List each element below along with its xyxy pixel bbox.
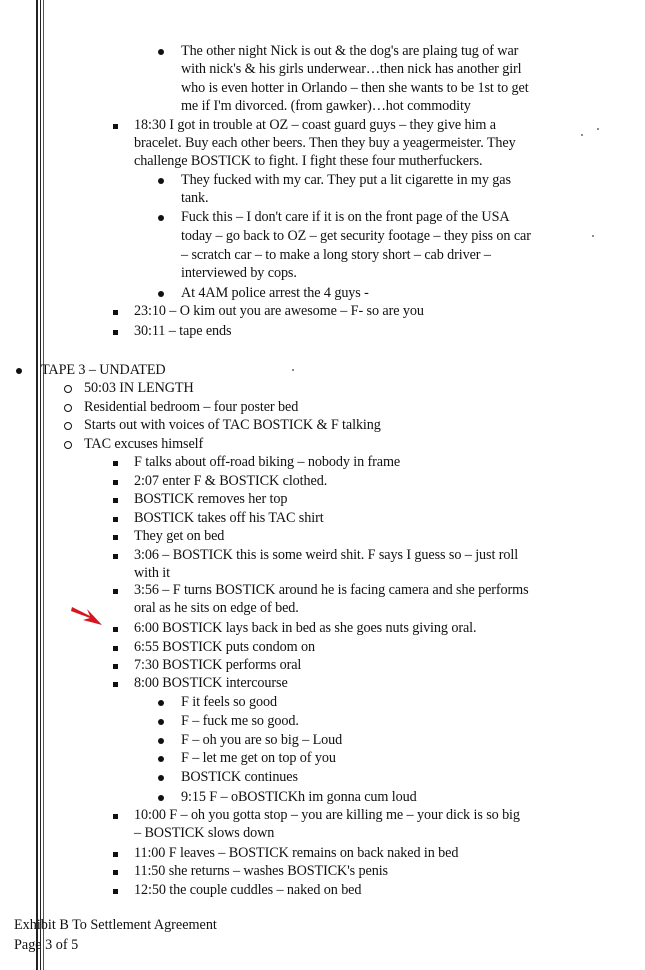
bullet-icon — [158, 291, 164, 297]
document-line: 50:03 IN LENGTH — [84, 380, 194, 396]
square-bullet-icon — [113, 480, 118, 485]
square-bullet-icon — [113, 646, 118, 651]
document-line: BOSTICK takes off his TAC shirt — [134, 510, 324, 526]
document-line: tank. — [181, 190, 209, 206]
footer-page-number: Page 3 of 5 — [14, 937, 79, 953]
circle-bullet-icon — [64, 385, 72, 393]
document-line: 30:11 – tape ends — [134, 323, 232, 339]
square-bullet-icon — [113, 124, 118, 129]
document-line: 6:00 BOSTICK lays back in bed as she goes nuts giving oral. — [134, 620, 477, 636]
document-line: 18:30 I got in trouble at OZ – coast guard guys – they give him a — [134, 117, 496, 133]
square-bullet-icon — [113, 554, 118, 559]
square-bullet-icon — [113, 461, 118, 466]
document-line: 9:15 F – oBOSTICKh im gonna cum loud — [181, 789, 417, 805]
square-bullet-icon — [113, 330, 118, 335]
document-line: BOSTICK removes her top — [134, 491, 288, 507]
document-line: TAC excuses himself — [84, 436, 204, 452]
document-line: F – oh you are so big – Loud — [181, 732, 343, 748]
footer-exhibit: Exhibit B To Settlement Agreement — [14, 917, 217, 933]
bullet-icon — [158, 719, 164, 725]
document-line: 3:56 – F turns BOSTICK around he is facing camera and she performs — [134, 582, 529, 598]
document-line: me if I'm divorced. (from gawker)…hot commodity — [181, 98, 471, 114]
document-line: 3:06 – BOSTICK this is some weird shit. F says I guess so – just roll — [134, 547, 519, 563]
document-line: with nick's & his girls underwear…then nick has another girl — [181, 61, 522, 77]
document-line: – BOSTICK slows down — [134, 825, 275, 841]
document-line: 23:10 – O kim out you are awesome – F- so are you — [134, 303, 424, 319]
document-line: 11:00 F leaves – BOSTICK remains on back naked in bed — [134, 845, 459, 861]
document-line: Fuck this – I don't care if it is on the front page of the USA — [181, 209, 510, 225]
document-line: They get on bed — [134, 528, 225, 544]
document-line: oral as he sits on edge of bed. — [134, 600, 299, 616]
document-line: They fucked with my car. They put a lit cigarette in my gas — [181, 172, 511, 188]
circle-bullet-icon — [64, 441, 72, 449]
document-line: BOSTICK continues — [181, 769, 298, 785]
document-line: 12:50 the couple cuddles – naked on bed — [134, 882, 362, 898]
bullet-icon — [158, 178, 164, 184]
square-bullet-icon — [113, 627, 118, 632]
document-line: TAPE 3 – UNDATED — [41, 362, 166, 378]
document-line: 2:07 enter F & BOSTICK clothed. — [134, 473, 328, 489]
scan-speck — [581, 134, 583, 136]
bullet-icon — [16, 368, 22, 374]
document-line: challenge BOSTICK to fight. I fight these four mutherfuckers. — [134, 153, 483, 169]
document-line: who is even hotter in Orlando – then she wants to be 1st to get — [181, 80, 529, 96]
scan-speck — [592, 235, 594, 237]
document-line: interviewed by cops. — [181, 265, 297, 281]
document-line: – scratch car – to make a long story short – cab driver – — [181, 247, 491, 263]
square-bullet-icon — [113, 814, 118, 819]
margin-line — [43, 0, 44, 970]
bullet-icon — [158, 700, 164, 706]
document-line: 10:00 F – oh you gotta stop – you are killing me – your dick is so big — [134, 807, 520, 823]
bullet-icon — [158, 215, 164, 221]
document-line: At 4AM police arrest the 4 guys - — [181, 285, 369, 301]
bullet-icon — [158, 738, 164, 744]
square-bullet-icon — [113, 498, 118, 503]
square-bullet-icon — [113, 682, 118, 687]
square-bullet-icon — [113, 517, 118, 522]
document-line: 7:30 BOSTICK performs oral — [134, 657, 302, 673]
document-line: F talks about off-road biking – nobody in frame — [134, 454, 401, 470]
square-bullet-icon — [113, 310, 118, 315]
document-line: F – let me get on top of you — [181, 750, 336, 766]
bullet-icon — [158, 775, 164, 781]
bullet-icon — [158, 756, 164, 762]
circle-bullet-icon — [64, 404, 72, 412]
document-line: Residential bedroom – four poster bed — [84, 399, 299, 415]
document-line: 6:55 BOSTICK puts condom on — [134, 639, 315, 655]
document-line: F it feels so good — [181, 694, 277, 710]
square-bullet-icon — [113, 589, 118, 594]
document-line: F – fuck me so good. — [181, 713, 299, 729]
document-line: today – go back to OZ – get security footage – they piss on car — [181, 228, 531, 244]
square-bullet-icon — [113, 889, 118, 894]
document-line: 8:00 BOSTICK intercourse — [134, 675, 288, 691]
bullet-icon — [158, 795, 164, 801]
document-line: with it — [134, 565, 170, 581]
bullet-icon — [158, 49, 164, 55]
square-bullet-icon — [113, 535, 118, 540]
circle-bullet-icon — [64, 422, 72, 430]
margin-line — [40, 0, 42, 970]
margin-line — [36, 0, 38, 970]
document-line: The other night Nick is out & the dog's are plaing tug of war — [181, 43, 519, 59]
square-bullet-icon — [113, 870, 118, 875]
document-line: Starts out with voices of TAC BOSTICK & F talking — [84, 417, 381, 433]
document-line: bracelet. Buy each other beers. Then they buy a yeagermeister. They — [134, 135, 516, 151]
scan-speck — [292, 369, 294, 371]
square-bullet-icon — [113, 852, 118, 857]
square-bullet-icon — [113, 664, 118, 669]
scan-speck — [597, 128, 599, 130]
red-arrow-icon — [70, 603, 104, 629]
document-line: 11:50 she returns – washes BOSTICK's penis — [134, 863, 388, 879]
